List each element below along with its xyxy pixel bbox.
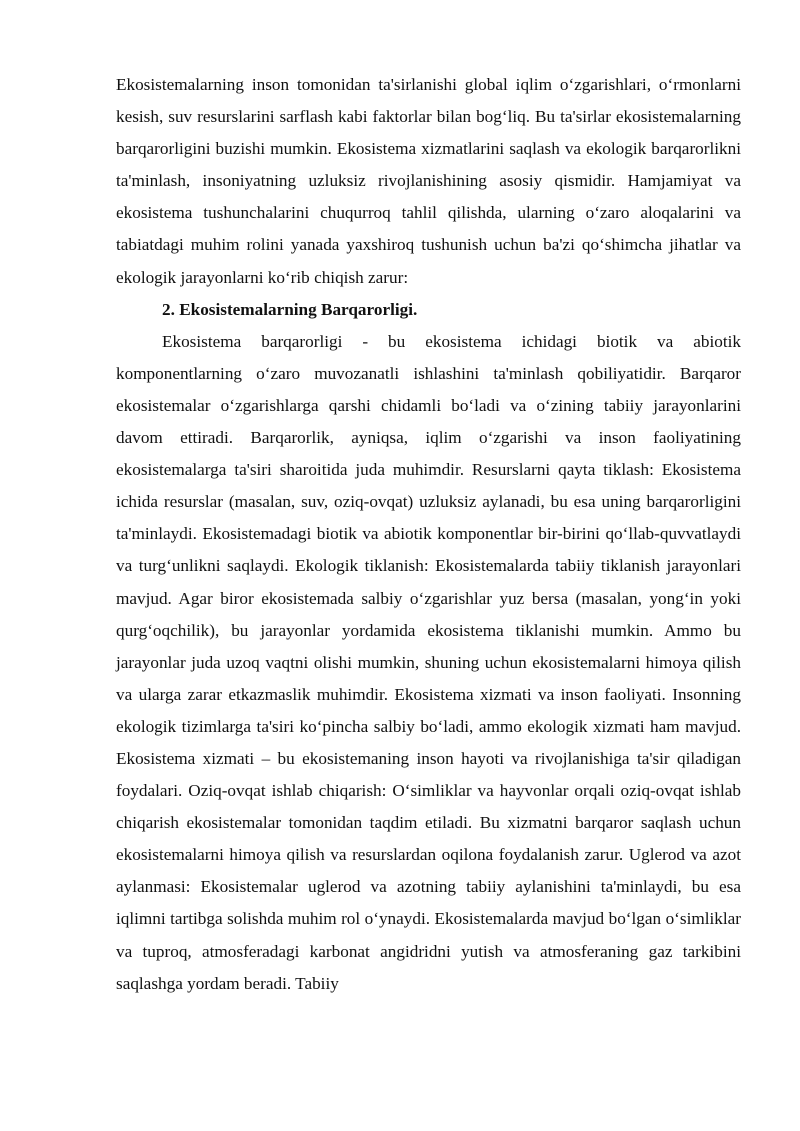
intro-paragraph: Ekosistemalarning inson tomonidan ta'sirlanishi global iqlim o‘zgarishlari, o‘rmonlarni kesish, suv resurslarini sarflash kabi faktorlar bilan bog‘liq. Bu ta'sirlar ekosistemalarning barqarorligini buzishi mumkin. Ekosistema xizmatlarini saqlash va ekologik barqarorlikni ta'minlash, insoniyatning uzluksiz rivojlanishining asosiy qismidir. Hamjamiyat va ekosistema tushunchalarini chuqurroq tahlil qilishda, ularning o‘zaro aloqalarini va tabiatdagi muhim rolini yanada yaxshiroq tushunish uchun ba'zi qo‘shimcha jihatlar va ekologik jarayonlarni ko‘rib chiqish zarur:	[116, 75, 741, 287]
stability-paragraph: Ekosistema barqarorligi - bu ekosistema ichidagi biotik va abiotik komponentlarning o‘zaro muvozanatli ishlashini ta'minlash qobiliyatidir. Barqaror ekosistemalar o‘zgarishlarga qarshi chidamli bo‘ladi va o‘zining tabiiy jarayonlarini davom ettiradi. Barqarorlik, ayniqsa, iqlim o‘zgarishi va inson faoliyatining ekosistemalarga ta'siri sharoitida juda muhimdir. Resurslarni qayta tiklash: Ekosistema ichida resurslar (masalan, suv, oziq-ovqat) uzluksiz aylanadi, bu esa uning barqarorligini ta'minlaydi. Ekosistemadagi biotik va abiotik komponentlar bir-birini qo‘llab-quvvatlaydi va turg‘unlikni saqlaydi. Ekologik tiklanish: Ekosistemalarda tabiiy tiklanish jarayonlari mavjud. Agar biror ekosistemada salbiy o‘zgarishlar yuz bersa (masalan, yong‘in yoki qurg‘oqchilik), bu jarayonlar yordamida ekosistema tiklanishi mumkin. Ammo bu jarayonlar juda uzoq vaqtni olishi mumkin, shuning uchun ekosistemalarni himoya qilish va ularga zarar etkazmaslik muhimdir. Ekosistema xizmati va inson faoliyati. Insonning ekologik tizimlarga ta'siri ko‘pincha salbiy bo‘ladi, ammo ekologik xizmati ham mavjud. Ekosistema xizmati – bu ekosistemaning inson hayoti va rivojlanishiga ta'sir qiladigan foydalari. Oziq-ovqat ishlab chiqarish: O‘simliklar va hayvonlar orqali oziq-ovqat ishlab chiqarish ekosistemalar tomonidan taqdim etiladi. Bu xizmatni barqaror saqlash uchun ekosistemalarni himoya qilish va resurslardan oqilona foydalanish zarur. Uglerod va azot aylanmasi: Ekosistemalar uglerod va azotning tabiiy aylanishini ta'minlaydi, bu esa iqlimni tartibga solishda muhim rol o‘ynaydi. Ekosistemalarda mavjud bo‘lgan o‘simliklar va tuproq, atmosferadagi karbonat angidridni yutish va atmosferaning gaz tarkibini saqlashga yordam beradi. Tabiiy	[116, 331, 741, 993]
document-body	[116, 69, 741, 1000]
section-heading: 2. Ekosistemalarning Barqarorligi.	[162, 299, 418, 319]
